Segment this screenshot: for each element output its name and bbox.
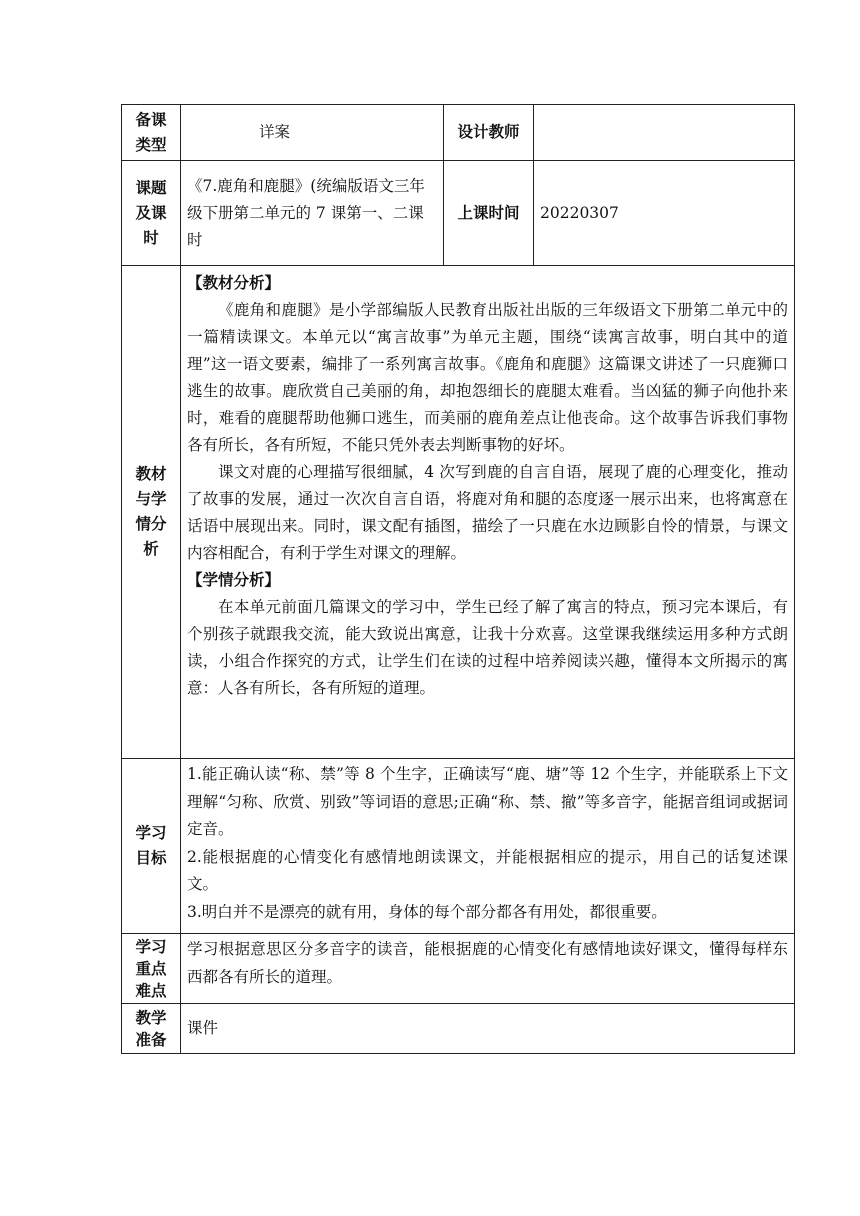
prep-type-label-text: 备课类型 bbox=[135, 110, 167, 154]
key-points-label-text: 学习重点难点 bbox=[135, 937, 167, 1000]
prep-type-label bbox=[122, 105, 181, 161]
textbook-analysis-para-1: 《鹿角和鹿腿》是小学部编版人民教育出版社出版的三年级语文下册第二单元中的一篇精读课文。本单元以“寓言故事”为单元主题，围绕“读寓言故事，明白其中的道理”这一语文要素，编排了一系列寓言故事。《鹿角和鹿腿》这篇课文讲述了一只鹿狮口逃生的故事。鹿欣赏自己美丽的角，却抱怨细长的鹿腿太难看。当凶猛的狮子向他扑来时，难看的鹿腿帮助他狮口逃生，而美丽的鹿角差点让他丧命。这个故事告诉我们事物各有所长，各有所短，不能只凭外表去判断事物的好坏。 bbox=[187, 301, 788, 454]
class-time-value: 20220307 bbox=[534, 161, 795, 266]
lesson-plan-table bbox=[121, 104, 795, 1054]
designer-value bbox=[534, 105, 795, 161]
goal-item-1: 1.能正确认读“称、禁”等 8 个生字，正确读写“鹿、塘”等 12 个生字，并能联系上下文理解“匀称、欣赏、别致”等词语的意思;正确“称、禁、撤”等多音字，能据音组词或据词定音。 bbox=[187, 765, 788, 838]
analysis-content bbox=[181, 266, 795, 759]
analysis-label-text: 教材与学情分析 bbox=[135, 465, 167, 558]
key-points-text: 学习根据意思区分多音字的读音，能根据鹿的心情变化有感情地读好课文，懂得每样东西都各有所长的道理。 bbox=[187, 940, 788, 986]
topic-value: 《7.鹿角和鹿腿》(统编版语文三年级下册第二单元的 7 课第一、二课时 bbox=[181, 161, 444, 266]
row-goals bbox=[122, 759, 795, 934]
key-points-label bbox=[122, 934, 181, 1004]
preparation-label-text: 教学准备 bbox=[135, 1008, 167, 1049]
preparation-value: 课件 bbox=[181, 1004, 795, 1054]
row-topic bbox=[122, 161, 795, 266]
textbook-analysis-heading: 【教材分析】 bbox=[187, 274, 281, 292]
goal-item-2: 2.能根据鹿的心情变化有感情地朗读课文，并能根据相应的提示，用自己的话复述课文。 bbox=[187, 847, 788, 893]
row-key-points bbox=[122, 934, 795, 1004]
class-time-label: 上课时间 bbox=[444, 161, 534, 266]
goal-item-3: 3.明白并不是漂亮的就有用，身体的每个部分都各有用处，都很重要。 bbox=[187, 902, 667, 921]
analysis-label bbox=[122, 266, 181, 759]
textbook-analysis-para-2: 课文对鹿的心理描写很细腻，4 次写到鹿的自言自语，展现了鹿的心理变化，推动了故事的发展，通过一次次自言自语，将鹿对角和腿的态度逐一展示出来，也将寓意在话语中展现出来。同时，课文配有插图，描绘了一只鹿在水边顾影自怜的情景，与课文内容相配合，有利于学生对课文的理解。 bbox=[187, 463, 788, 562]
row-prep-type bbox=[122, 105, 795, 161]
row-analysis bbox=[122, 266, 795, 759]
designer-label: 设计教师 bbox=[444, 105, 534, 161]
prep-type-value: 详案 bbox=[181, 105, 444, 161]
goals-label-text: 学习目标 bbox=[135, 824, 167, 867]
goals-label bbox=[122, 759, 181, 934]
key-points-content bbox=[181, 934, 795, 1004]
topic-label-text: 课题及课时 bbox=[135, 178, 167, 247]
topic-label bbox=[122, 161, 181, 266]
student-analysis-heading: 【学情分析】 bbox=[187, 571, 281, 589]
goals-content bbox=[181, 759, 795, 934]
preparation-label bbox=[122, 1004, 181, 1054]
student-analysis-para: 在本单元前面几篇课文的学习中，学生已经了解了寓言的特点，预习完本课后，有个别孩子就跟我交流，能大致说出寓意，让我十分欢喜。这堂课我继续运用多种方式朗读，小组合作探究的方式，让学生们在读的过程中培养阅读兴趣，懂得本文所揭示的寓意：人各有所长，各有所短的道理。 bbox=[187, 598, 788, 697]
row-preparation bbox=[122, 1004, 795, 1054]
